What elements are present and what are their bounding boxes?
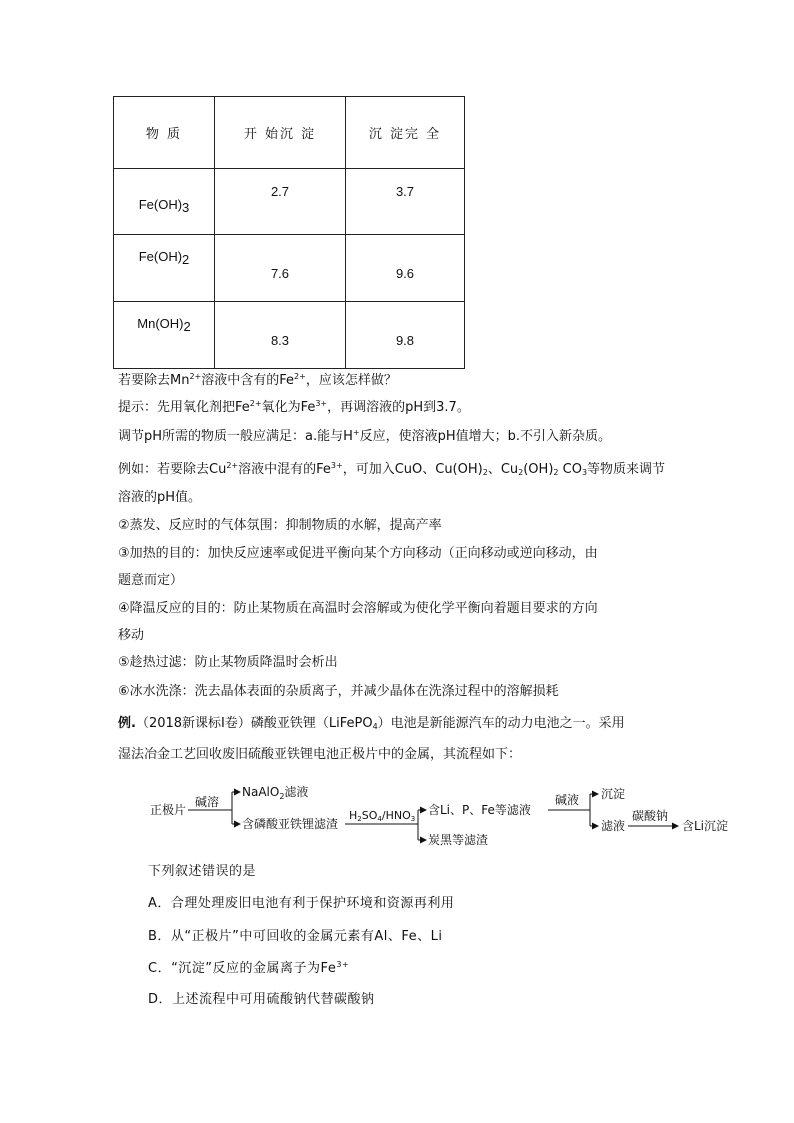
node-li-precipitate: 含Li沉淀 xyxy=(682,819,729,833)
example-line-1: 例如：若要除去$Cu^{2+}$溶液中混有的$Fe^{3+}$，可加入CuO、$Cu(OH)_2$、$Cu_2(OH)_2$ $CO_3$等物质来调节 xyxy=(118,461,666,477)
table-row xyxy=(114,235,465,302)
question-remove-fe2: 若要除去$Mn^{2+}$溶液中含有的$Fe^{2+}$，应该怎样做？ xyxy=(118,372,397,388)
label-sodium-carbonate: 碳酸钠 xyxy=(632,809,669,823)
question-stem: 下列叙述错误的是 xyxy=(148,864,257,879)
complete-ph-cell: 9.8 xyxy=(346,302,465,369)
start-ph-cell: 2.7 xyxy=(215,169,346,235)
point-3-line-1: ③加热的目的：加快反应速率或促进平衡向某个方向移动（正向移动或逆向移动，由 xyxy=(118,546,598,561)
recycling-flow-diagram xyxy=(150,780,750,850)
node-filtrate: 滤液 xyxy=(601,819,626,833)
header-substance: 物 质 xyxy=(114,97,215,169)
label-alkali-dissolve: 碱溶 xyxy=(195,795,220,809)
node-naalo2-filtrate: NaAlO$_2$滤液 xyxy=(242,785,309,801)
point-4-line-2: 移动 xyxy=(118,628,145,643)
option-c[interactable]: C．“沉淀”反应的金属离子为$Fe^{3+}$ xyxy=(148,960,350,976)
label-acid: H2SO4/HNO3 xyxy=(349,809,416,823)
example-intro-line-2: 湿法冶金工艺回收废旧硫酸亚铁锂电池正极片中的金属，其流程如下： xyxy=(118,747,522,762)
point-6: ⑥冰水洗涤：洗去晶体表面的杂质离子，并减少晶体在洗涤过程中的溶解损耗 xyxy=(118,684,559,699)
table-header-row xyxy=(114,97,465,169)
complete-ph-cell: 3.7 xyxy=(346,169,465,235)
node-phosphate-residue: 含磷酸亚铁锂滤渣 xyxy=(242,817,339,831)
node-carbon-residue: 炭黑等滤渣 xyxy=(428,833,489,847)
option-d[interactable]: D．上述流程中可用硫酸钠代替碳酸钠 xyxy=(148,992,375,1007)
point-4-line-1: ④降温反应的目的：防止某物质在高温时会溶解或为使化学平衡向着题目要求的方向 xyxy=(118,601,598,616)
table-row xyxy=(114,169,465,235)
option-b[interactable]: B．从“正极片”中可回收的金属元素有Al、Fe、Li xyxy=(148,929,443,944)
node-li-p-fe-filtrate: 含Li、P、Fe等滤液 xyxy=(428,803,531,817)
node-precipitate: 沉淀 xyxy=(601,787,626,801)
hint-line: 提示：先用氧化剂把$Fe^{2+}$氧化为$Fe^{3+}$，再调溶液的pH到3.7。 xyxy=(118,399,470,415)
precipitation-ph-table xyxy=(113,96,465,369)
substance-cell: Fe(OH)3 xyxy=(114,169,215,235)
header-start-precipitation: 开 始沉 淀 xyxy=(215,97,346,169)
example-intro-line-1: 例.（2018新课标Ⅰ卷）磷酸亚铁锂（LiFePO$_4$）电池是新能源汽车的动力电池之一。采用 xyxy=(118,716,625,731)
point-2: ②蒸发、反应时的气体氛围：抑制物质的水解，提高产率 xyxy=(118,518,442,533)
adjust-ph-requirement: 调节pH所需的物质一般应满足：a.能与H+反应，使溶液pH值增大；b.不引入新杂质。 xyxy=(118,428,612,444)
label-alkali-liquid: 碱液 xyxy=(555,793,580,807)
start-ph-cell: 8.3 xyxy=(215,302,346,369)
start-ph-cell: 7.6 xyxy=(215,235,346,302)
complete-ph-cell: 9.6 xyxy=(346,235,465,302)
node-cathode: 正极片 xyxy=(150,803,187,817)
substance-cell: Mn(OH)2 xyxy=(114,302,215,369)
point-3-line-2: 题意而定） xyxy=(118,573,184,588)
option-a[interactable]: A．合理处理废旧电池有利于保护环境和资源再利用 xyxy=(148,896,455,911)
substance-cell: Fe(OH)2 xyxy=(114,235,215,302)
example-line-2: 溶液的pH值。 xyxy=(118,490,202,505)
header-complete-precipitation: 沉 淀完 全 xyxy=(346,97,465,169)
point-5: ⑤趁热过滤：防止某物质降温时会析出 xyxy=(118,655,338,670)
table-row xyxy=(114,302,465,369)
